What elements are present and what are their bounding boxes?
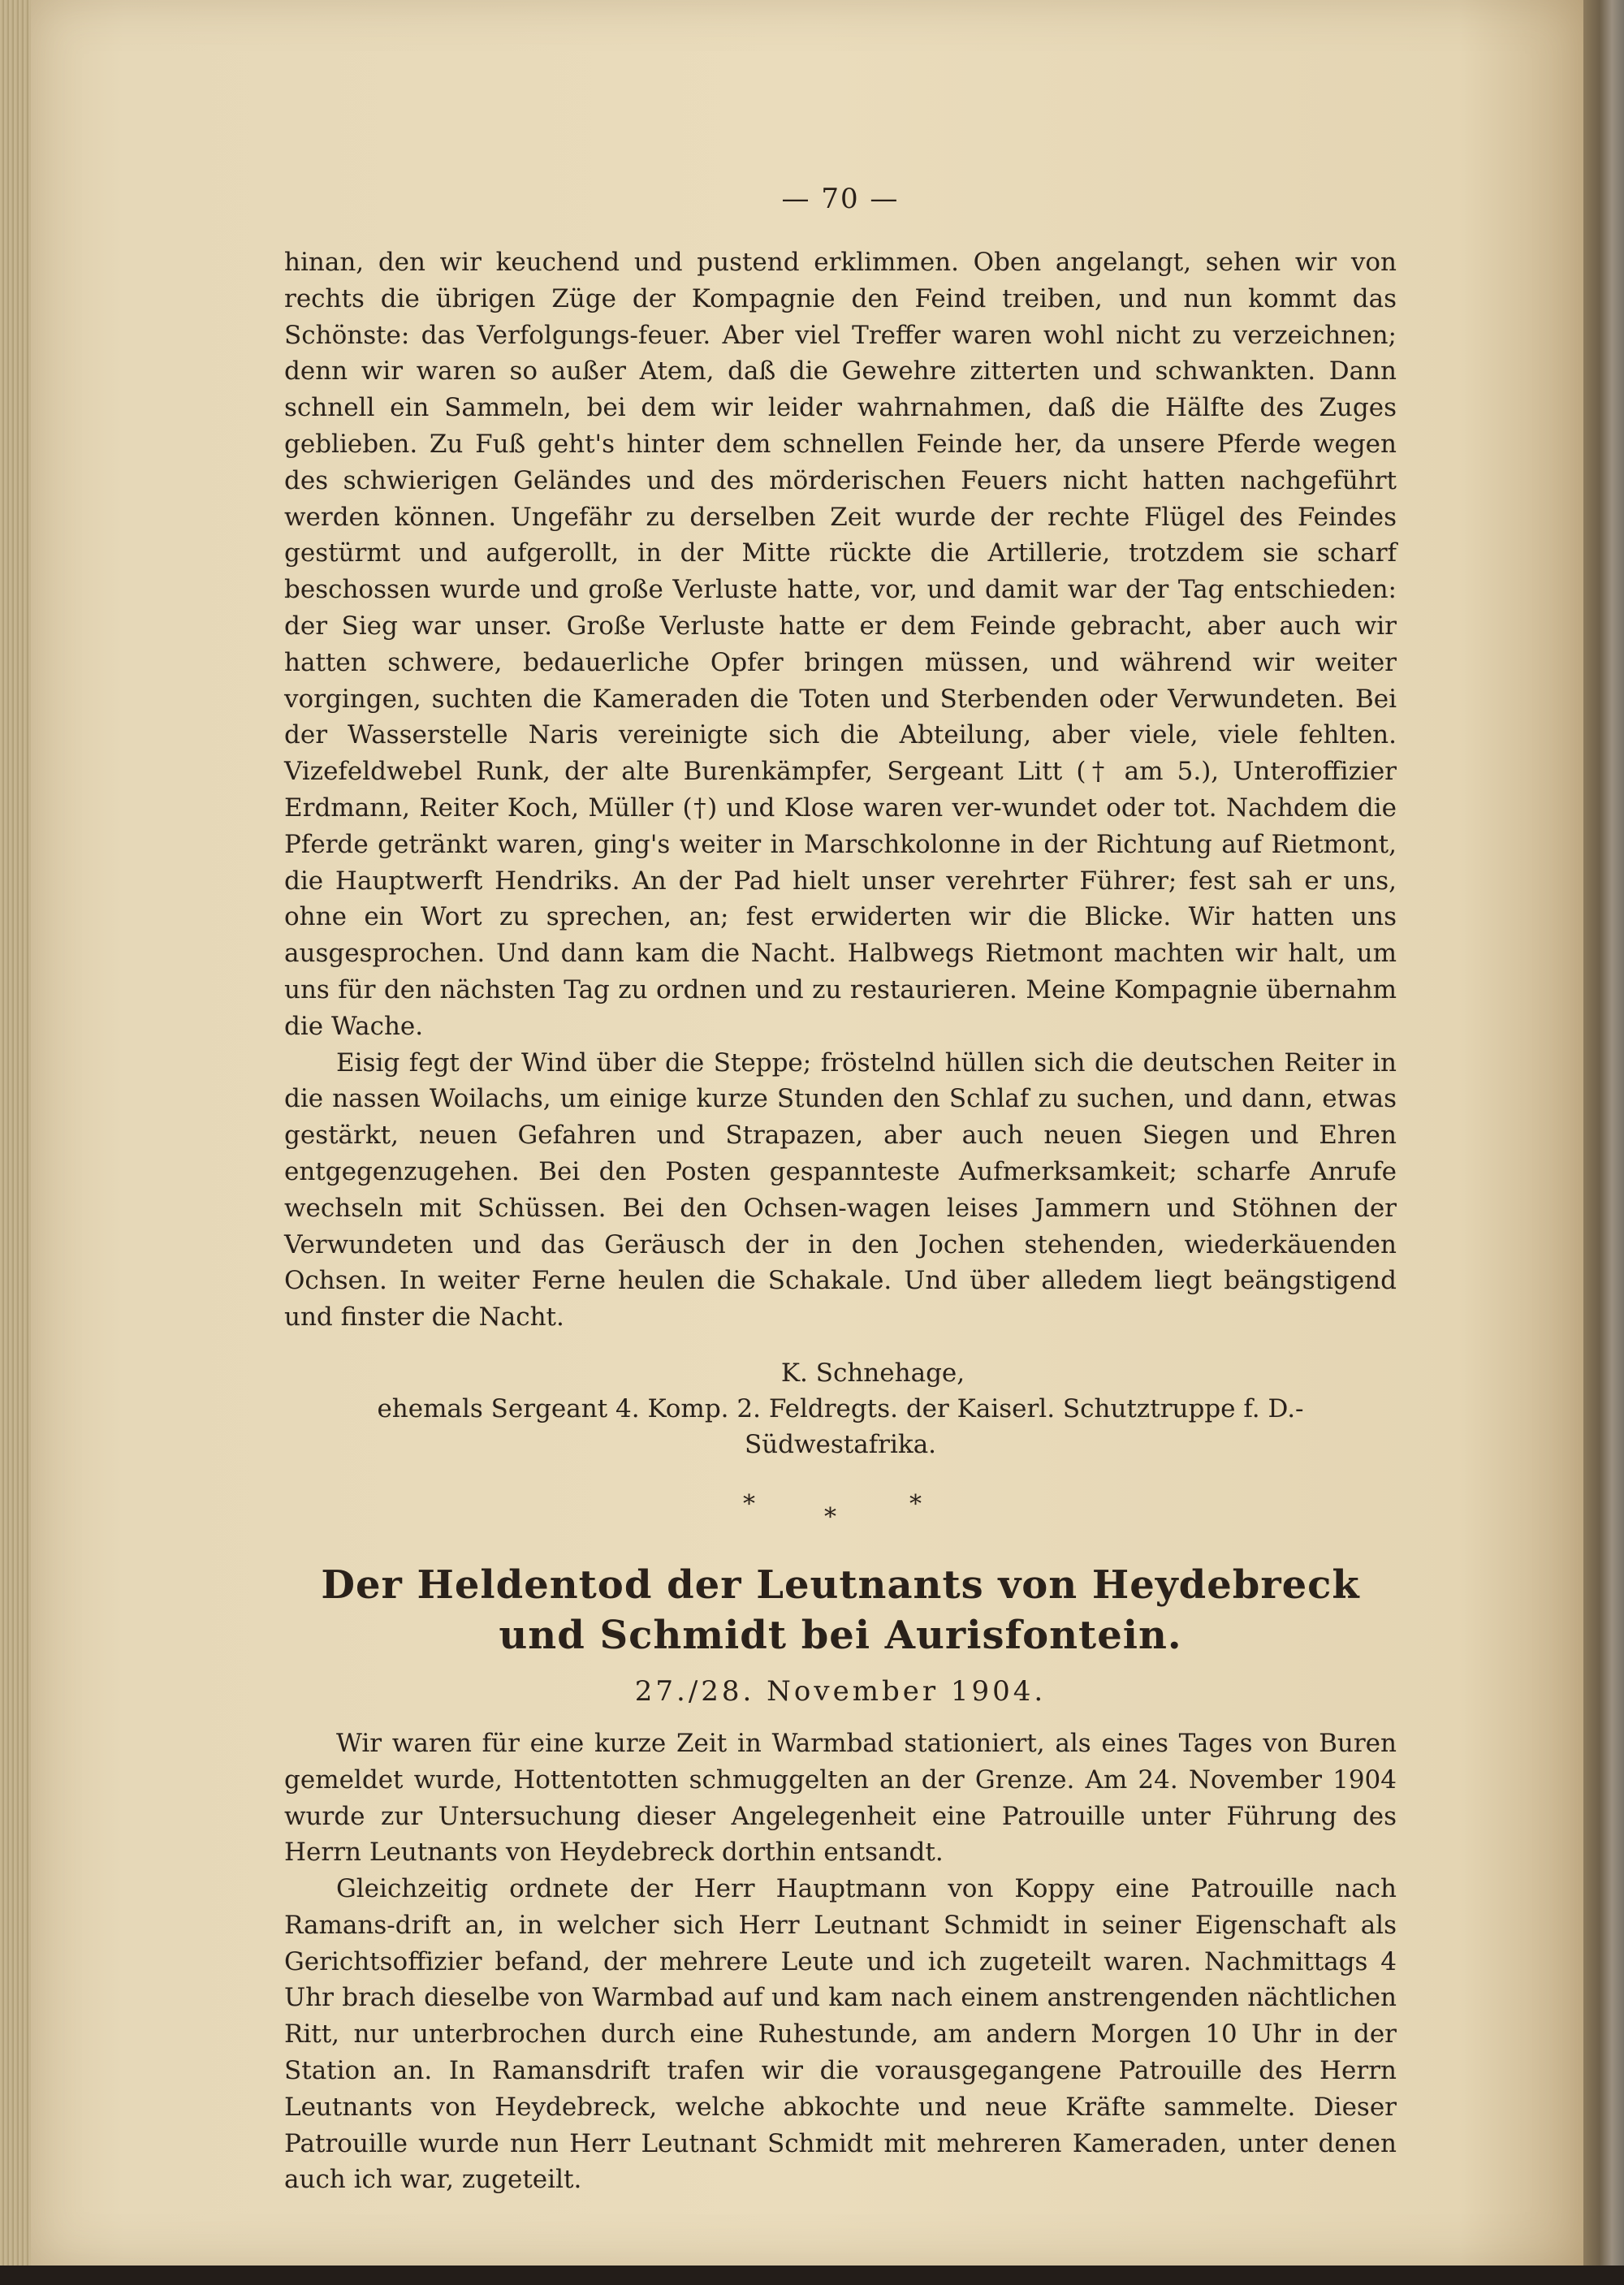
paragraph-3: Wir waren für eine kurze Zeit in Warmbad stationiert, als eines Tages von Buren gemeldet wurde, Hottentotten schmuggelten an der Grenze. Am 24. November 1904 wurde zur Untersuchung dieser Angelegenheit eine Patrouille unter Führung des Herrn Leutnants von Heydebreck dorthin entsandt. [284, 1728, 1397, 1868]
signature-title: ehemals Sergeant 4. Komp. 2. Feldregts. der Kaiserl. Schutztruppe f. D.-Südwestafrika. [377, 1393, 1304, 1459]
book-gutter [1583, 0, 1624, 2285]
separator-star: * [824, 1502, 836, 1531]
signature-name: K. Schnehage, [780, 1358, 965, 1388]
bottom-edge [0, 2266, 1624, 2285]
page-edges [0, 0, 32, 2285]
paragraph-2: Eisig fegt der Wind über die Steppe; fröstelnd hüllen sich die deutschen Reiter in die nassen Woilachs, um einige kurze Stunden den Schlaf zu suchen, und dann, etwas gestärkt, neuen Gefahren und Strapazen, aber auch neuen Siegen und Ehren entgegenzugehen. Bei den Posten gespannteste Aufmerksamkeit; scharfe Anrufe wechseln mit Schüssen. Bei den Ochsen-wagen leises Jammern und Stöhnen der Verwundeten und das Geräusch der in den Jochen stehenden, wiederkäuenden Ochsen. In weiter Ferne heulen die Schakale. Und über alledem liegt beängstigend und finster die Nacht. [284, 1047, 1397, 1333]
signature [284, 1355, 1397, 1462]
page-number: — 70 — [781, 183, 900, 215]
paragraph-4: Gleichzeitig ordnete der Herr Hauptmann von Koppy eine Patrouille nach Ramans-drift an, in welcher sich Herr Leutnant Schmidt in seiner Eigenschaft als Gerichtsoffizier befand, der mehrere Leute und ich zugeteilt waren. Nachmittags 4 Uhr brach dieselbe von Warmbad auf und kam nach einem anstrengenden nächtlichen Ritt, nur unterbrochen durch eine Ruhestunde, am andern Morgen 10 Uhr in der Station an. In Ramansdrift trafen wir die vorausgegangene Patrouille des Herrn Leutnants von Heydebreck, welche abkochte und neue Kräfte sammelte. Dieser Patrouille wurde nun Herr Leutnant Schmidt mit mehreren Kameraden, unter denen auch ich war, zugeteilt. [284, 1874, 1397, 2195]
separator-star: * [909, 1489, 922, 1518]
paragraph-1: hinan, den wir keuchend und pustend erklimmen. Oben angelangt, sehen wir von rechts die übrigen Züge der Kompagnie den Feind treiben, und nun kommt das Schönste: das Verfolgungs-feuer. Aber viel Treffer waren wohl nicht zu verzeichnen; denn wir waren so außer Atem, daß die Gewehre zitterten und schwankten. Dann schnell ein Sammeln, bei dem wir leider wahrnahmen, daß die Hälfte des Zuges geblieben. Zu Fuß geht's hinter dem schnellen Feinde her, da unsere Pferde wegen des schwierigen Geländes und des mörderischen Feuers nicht hatten nachgeführt werden können. Ungefähr zu derselben Zeit wurde der rechte Flügel des Feindes gestürmt und aufgerollt, in der Mitte rückte die Artillerie, trotzdem sie scharf beschossen wurde und große Verluste hatte, vor, und damit war der Tag entschieden: der Sieg war unser. Große Verluste hatte er dem Feinde gebracht, aber auch wir hatten schwere, bedauerliche Opfer bringen müssen, und während wir weiter vorgingen, suchten die Kameraden die Toten und Sterbenden oder Verwundeten. Bei der Wasserstelle Naris vereinigte sich die Abteilung, aber viele, viele fehlten. Vizefeldwebel Runk, der alte Burenkämpfer, Sergeant Litt († am 5.), Unteroffizier Erdmann, Reiter Koch, Müller (†) und Klose waren ver-wundet oder tot. Nachdem die Pferde getränkt waren, ging's weiter in Marschkolonne in der Richtung auf Rietmont, die Hauptwerft Hendriks. An der Pad hielt unser verehrter Führer; fest sah er uns, ohne ein Wort zu sprechen, an; fest erwiderten wir die Blicke. Wir hatten uns ausgesprochen. Und dann kam die Nacht. Halbwegs Rietmont machten wir halt, um uns für den nächsten Tag zu ordnen und zu restaurieren. Meine Kompagnie übernahm die Wache. [284, 248, 1397, 1041]
section-separator [284, 1490, 1397, 1539]
separator-star: * [743, 1489, 755, 1518]
page-content [284, 183, 1397, 2198]
section-date: 27./28. November 1904. [634, 1674, 1047, 1708]
section-title: Der Heldentod der Leutnants von Heydebreck und Schmidt bei Aurisfontein. [321, 1561, 1360, 1658]
